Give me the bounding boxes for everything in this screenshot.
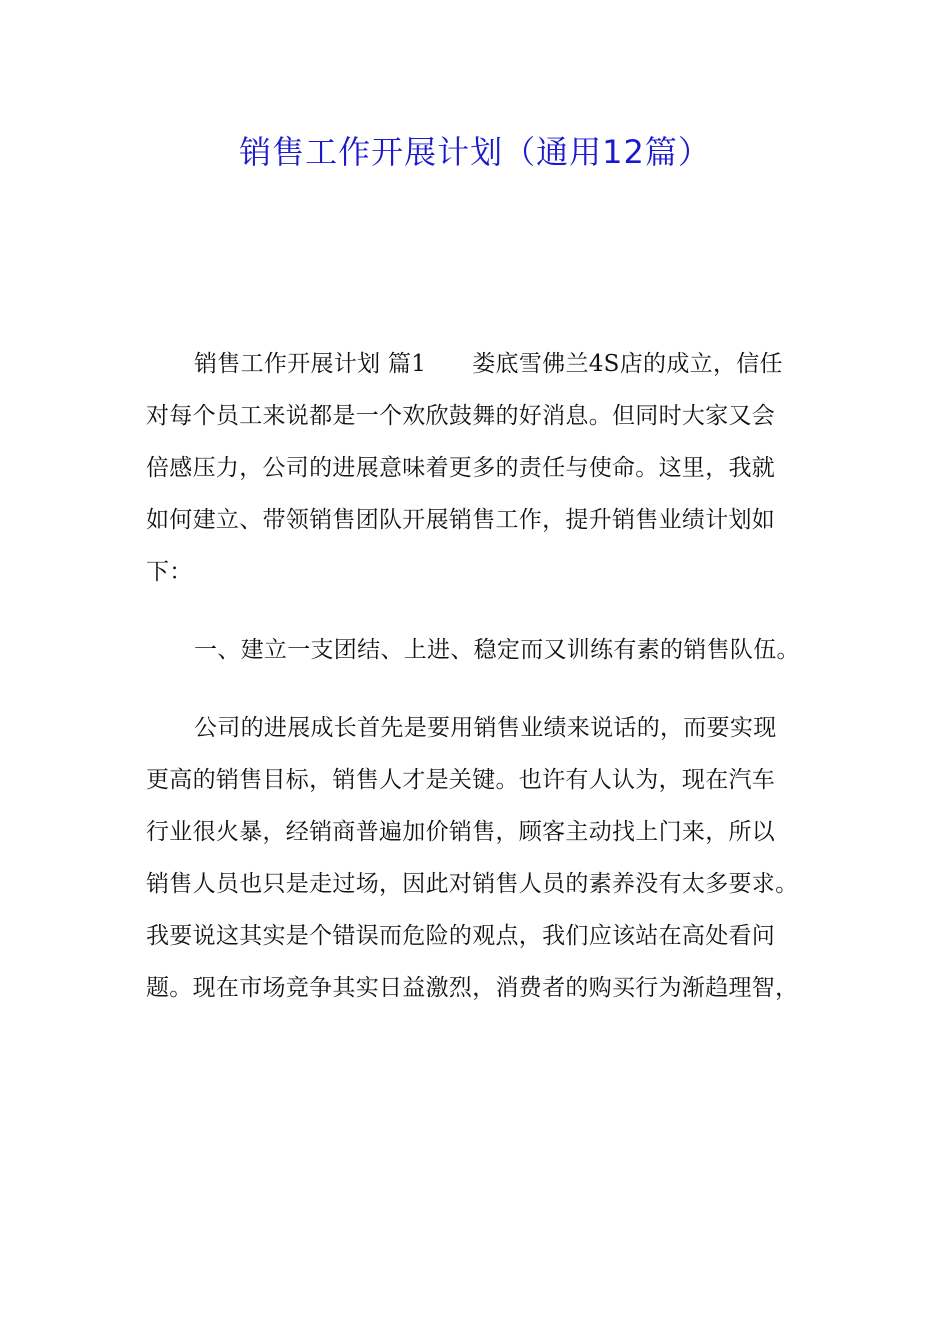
section-heading: 一、建立一支团结、上进、稳定而又训练有素的销售队伍。 bbox=[194, 637, 800, 663]
paragraph-line: 如何建立、带领销售团队开展销售工作，提升销售业绩计划如 bbox=[146, 507, 776, 533]
paragraph-line: 题。现在市场竞争其实日益激烈，消费者的购买行为渐趋理智， bbox=[146, 975, 799, 1001]
document-body bbox=[146, 338, 826, 1014]
document-title: 销售工作开展计划（通用12篇） bbox=[239, 133, 711, 171]
paragraph-text: 娄底雪佛兰4S店的成立，信任 bbox=[472, 351, 783, 377]
paragraph-line: 更高的销售目标，销售人才是关键。也许有人认为，现在汽车 bbox=[146, 767, 776, 793]
paragraph-line: 对每个员工来说都是一个欢欣鼓舞的好消息。但同时大家又会 bbox=[146, 403, 776, 429]
paragraph-line: 下： bbox=[146, 559, 193, 585]
paragraph-line: 行业很火暴，经销商普遍加价销售，顾客主动找上门来，所以 bbox=[146, 819, 776, 845]
section-heading-label: 销售工作开展计划 篇1 bbox=[194, 351, 427, 377]
paragraph-line: 公司的进展成长首先是要用销售业绩来说话的，而要实现 bbox=[194, 715, 777, 741]
paragraph-line: 我要说这其实是个错误而危险的观点，我们应该站在高处看问 bbox=[146, 923, 776, 949]
paragraph-line: 倍感压力，公司的进展意味着更多的责任与使命。这里，我就 bbox=[146, 455, 776, 481]
paragraph-line bbox=[146, 338, 826, 390]
paragraph-line: 销售人员也只是走过场，因此对销售人员的素养没有太多要求。 bbox=[146, 871, 799, 897]
